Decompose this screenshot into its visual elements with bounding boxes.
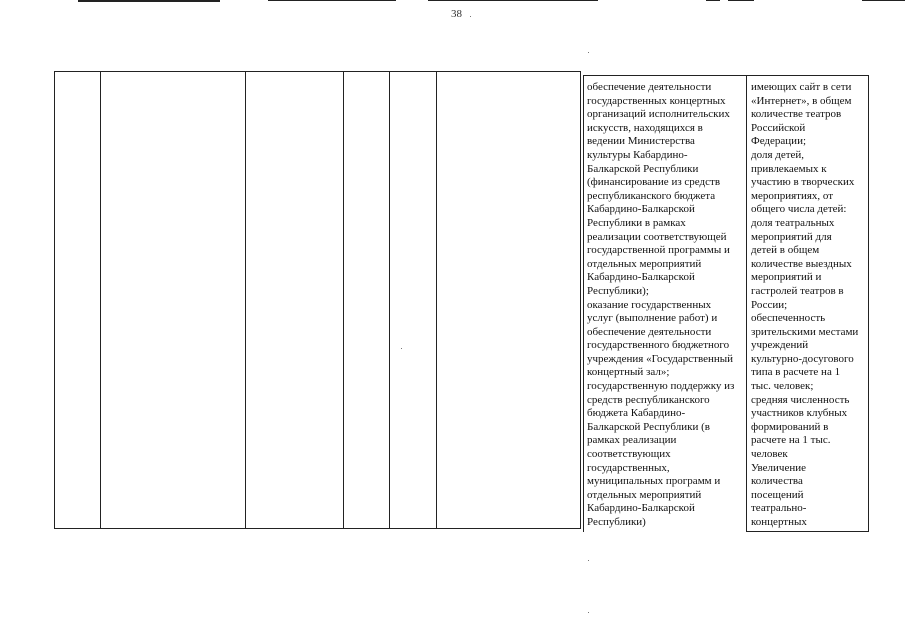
empty-table-columns — [54, 71, 581, 529]
column-divider — [389, 72, 390, 528]
column-divider — [343, 72, 344, 528]
scan-top-rule — [268, 0, 396, 1]
column-divider — [436, 72, 437, 528]
scan-speck — [401, 348, 402, 349]
scan-top-rule — [428, 0, 598, 1]
page-number: 38 — [451, 8, 462, 20]
scan-speck — [588, 52, 589, 53]
column-divider — [100, 72, 101, 528]
scan-top-rule — [78, 0, 220, 2]
scan-speck — [588, 612, 589, 613]
scan-speck — [588, 560, 589, 561]
scan-top-rule — [706, 0, 720, 1]
scan-top-rule — [862, 0, 905, 1]
column-divider — [245, 72, 246, 528]
indicators-cell-text: имеющих сайт в сети «Интернет», в общем количестве театров Российской Федерации; доля детей, привлекаемых к участию в творческих мероприятиях, от общего числа детей: доля театральных мероприятий для детей в общем количестве выездных мероприятий и гастролей театров в России; обеспеченность зрительскими местами учреждений культурно-досугового типа в расчете на 1 тыс. человек; средняя численность участников клубных формирований в расчете на 1 тыс. человек Увеличение количества посещений театрально- концертных — [751, 81, 859, 528]
scan-speck — [470, 16, 471, 17]
scan-top-rule — [728, 0, 754, 1]
activities-cell-text: обеспечение деятельности государственных концертных организаций исполнительских искусств, находящихся в ведении Министерства культуры Кабардино- Балкарской Республики (финансирование из средств республиканского бюджета Кабардино-Балкарской Республики в рамках реализации соответствующей государственной программы и отдельных мероприятий Кабардино-Балкарской Республики); оказание государственных услуг (выполнение работ) и обеспечение деятельности государственного бюджетного учреждения «Государственный концертный зал»; государственную поддержку из средств республиканского бюджета Кабардино- Балкарской Республики (в рамках реализации соответствующих государственных, муниципальных программ и отдельных мероприятий Кабардино-Балкарской Республики) — [587, 81, 735, 528]
